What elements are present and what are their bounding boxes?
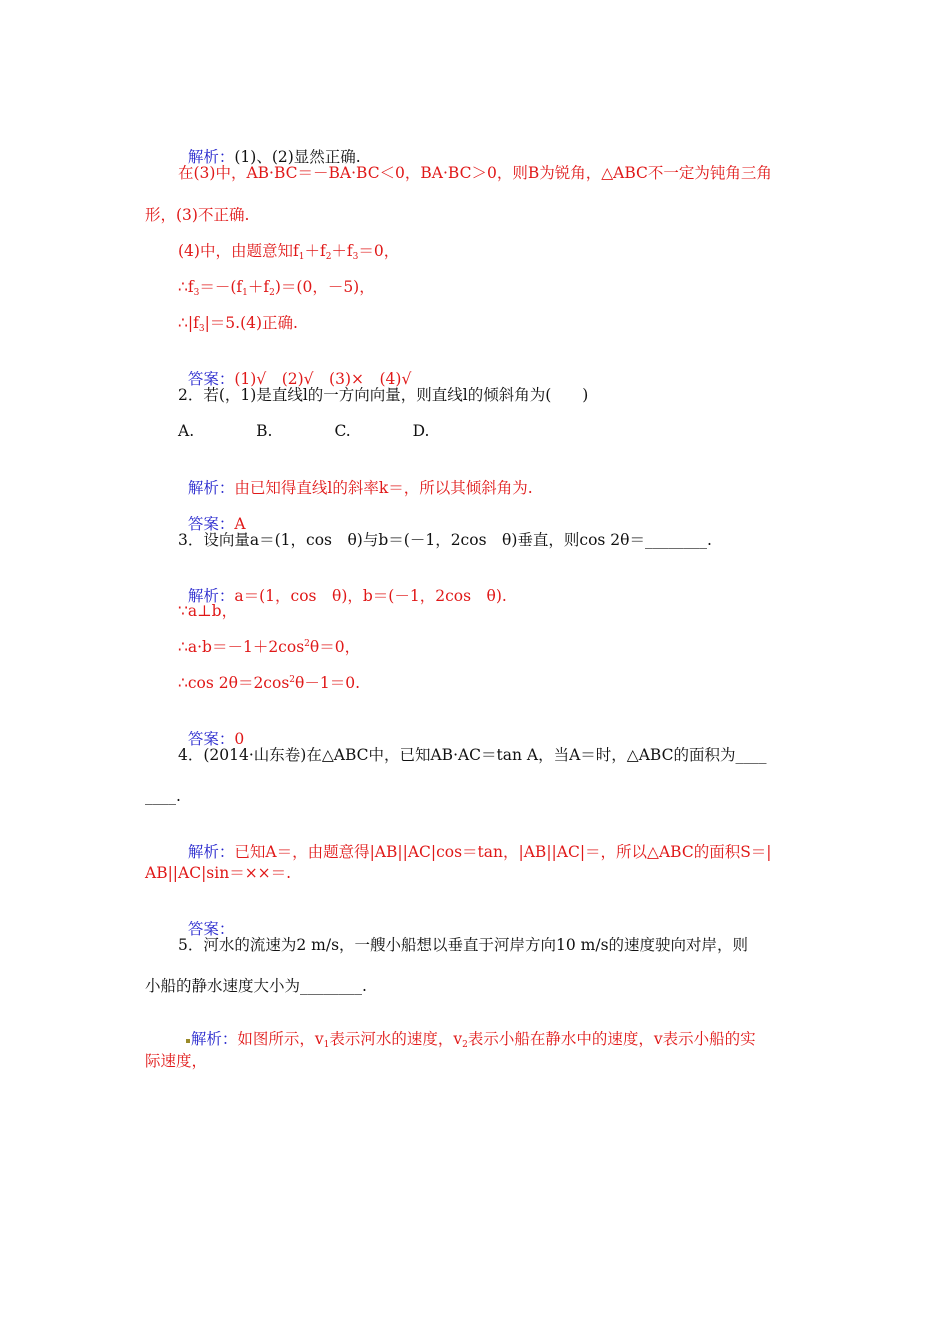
answer-line: [178, 709, 244, 749]
solution-text: 已知A＝，由题意得|AB||AC|cos＝tan，|AB||AC|＝，所以△ABC的面积S＝|: [234, 843, 772, 861]
answer-line: [178, 899, 234, 939]
solution-label-line: [178, 822, 772, 862]
solution-label: 解析：: [190, 1030, 238, 1048]
solution-text: (4)中，由题意知$f_1+f_2+f_3=0$，: [178, 242, 400, 262]
solution-label: 解析：: [187, 843, 235, 861]
solution-label-line: [178, 127, 361, 167]
solution-text: ∴cos $2\theta=2\cos^2\theta-1=0$.: [178, 674, 360, 692]
solution-text: 如图所示，$v_1$表示河水的速度，$v_2$表示小船在静水中的速度，v表示小船的实: [237, 1030, 756, 1050]
solution-text: (1)、(2)显然正确.: [234, 148, 361, 166]
question-text: 3．设向量a＝(1，cos θ)与b＝(－1，2cos θ)垂直，则cos 2θ＝________.: [178, 531, 712, 549]
question-text: 2．若(，1)是直线l的一方向向量，则直线l的倾斜角为( ): [178, 386, 589, 404]
answer-value: 0: [234, 730, 245, 748]
solution-text: $\therefore a\cdot b=-1+2\cos^2\theta=0$，: [178, 638, 361, 656]
question-text: 小船的静水速度大小为________.: [145, 977, 367, 995]
question-options: A. B. C. D.: [178, 422, 430, 440]
solution-label: 解析：: [187, 479, 235, 497]
answer-value: A: [234, 515, 246, 533]
solution-label-line: [178, 566, 507, 606]
solution-label: 解析：: [187, 148, 235, 166]
answer-label: 答案：: [187, 730, 235, 748]
solution-label: 解析：: [187, 587, 235, 605]
answer-value: (1)√ (2)√ (3)× (4)√: [234, 370, 412, 388]
solution-text: ∵a⊥b，: [178, 602, 238, 620]
question-text: 5．河水的流速为2 m/s，一艘小船想以垂直于河岸方向10 m/s的速度驶向对岸，则: [178, 936, 749, 954]
answer-label: 答案：: [187, 920, 235, 938]
solution-label-line: [178, 458, 533, 498]
solution-text: $\therefore|f_3|=5.(4)$正确.: [178, 314, 298, 334]
anchor-mark-icon: [186, 1039, 190, 1043]
solution-text: 由已知得直线l的斜率k＝，所以其倾斜角为.: [234, 479, 533, 497]
answer-line: [178, 494, 246, 534]
solution-text: a＝(1，cos θ)，b＝(－1，2cos θ).: [234, 587, 507, 605]
solution-label-line: [176, 1009, 756, 1049]
answer-line: [178, 349, 411, 389]
answer-label: 答案：: [187, 515, 235, 533]
solution-text: 际速度，: [145, 1052, 208, 1070]
solution-text: 在(3)中，AB·BC＝－BA·BC＜0，BA·BC＞0，则B为锐角，△ABC不一定为钝角三角: [178, 164, 772, 182]
answer-label: 答案：: [187, 370, 235, 388]
solution-text: AB||AC|sin＝××＝.: [145, 864, 292, 882]
solution-text: $\therefore f_3=-(f_1+f_2)=(0$，－5)，: [178, 278, 375, 298]
question-text: 4．(2014·山东卷)在△ABC中，已知AB·AC＝tan A，当A＝时，△ABC的面积为____: [178, 746, 767, 764]
question-text: ____.: [145, 787, 181, 805]
solution-text: 形，(3)不正确.: [145, 206, 250, 224]
